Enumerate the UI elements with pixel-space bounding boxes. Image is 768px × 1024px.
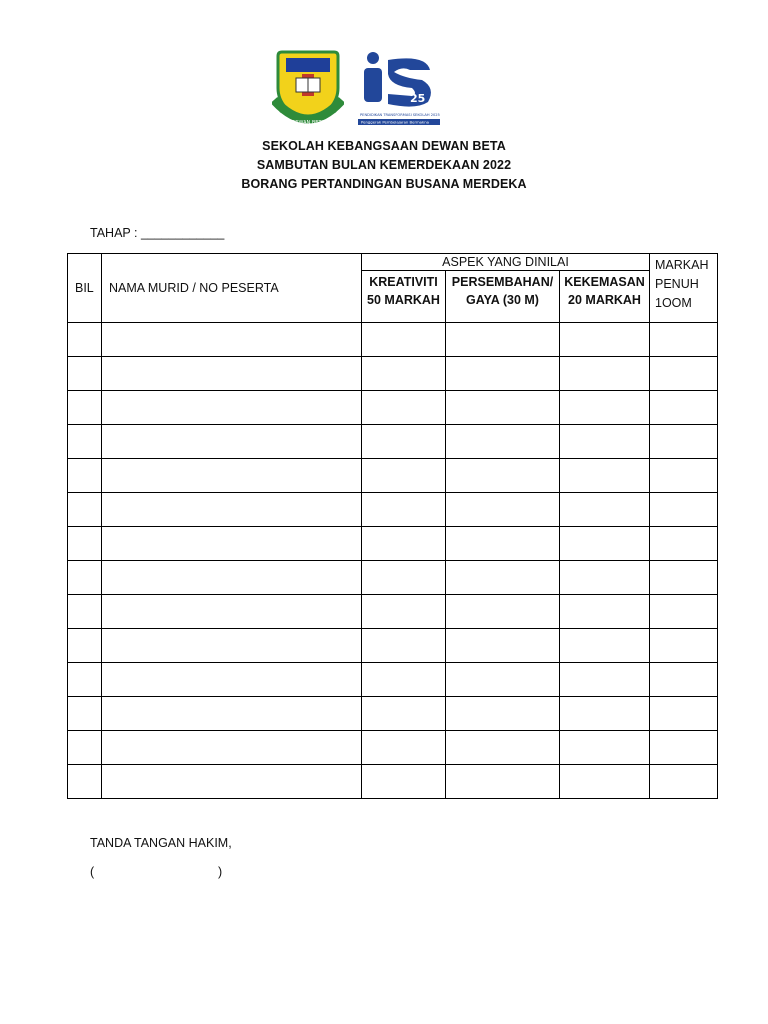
cell-kekemasan[interactable] xyxy=(560,391,650,425)
cell-kekemasan[interactable] xyxy=(560,527,650,561)
cell-nama[interactable] xyxy=(102,697,362,731)
cell-kreativiti[interactable] xyxy=(362,459,446,493)
svg-text:PENDIDIKAN TRANSFORMASI SEKOLA: PENDIDIKAN TRANSFORMASI SEKOLAH 2025 xyxy=(360,113,440,117)
col-header-markah: MARKAH PENUH 1OOM xyxy=(650,254,718,323)
table-row xyxy=(68,663,718,697)
cell-persembahan[interactable] xyxy=(446,459,560,493)
col-header-kreativiti: KREATIVITI 50 MARKAH xyxy=(362,271,446,323)
cell-persembahan[interactable] xyxy=(446,697,560,731)
cell-kekemasan[interactable] xyxy=(560,595,650,629)
school-name-title: SEKOLAH KEBANGSAAN DEWAN BETA xyxy=(262,139,506,153)
table-row xyxy=(68,731,718,765)
table-row xyxy=(68,527,718,561)
cell-bil[interactable] xyxy=(68,629,102,663)
cell-persembahan[interactable] xyxy=(446,663,560,697)
cell-kreativiti[interactable] xyxy=(362,527,446,561)
cell-bil[interactable] xyxy=(68,561,102,595)
cell-kekemasan[interactable] xyxy=(560,459,650,493)
cell-bil[interactable] xyxy=(68,323,102,357)
cell-persembahan[interactable] xyxy=(446,323,560,357)
cell-persembahan[interactable] xyxy=(446,425,560,459)
cell-markah[interactable] xyxy=(650,765,718,799)
cell-nama[interactable] xyxy=(102,527,362,561)
svg-text:DEWAN BETA: DEWAN BETA xyxy=(291,120,325,126)
table-row xyxy=(68,391,718,425)
col-header-kekemasan: KEKEMASAN 20 MARKAH xyxy=(560,271,650,323)
cell-markah[interactable] xyxy=(650,357,718,391)
cell-persembahan[interactable] xyxy=(446,629,560,663)
cell-kekemasan[interactable] xyxy=(560,357,650,391)
cell-markah[interactable] xyxy=(650,731,718,765)
table-row xyxy=(68,629,718,663)
cell-kreativiti[interactable] xyxy=(362,663,446,697)
cell-persembahan[interactable] xyxy=(446,357,560,391)
col-header-aspek: ASPEK YANG DINILAI xyxy=(362,254,650,271)
cell-bil[interactable] xyxy=(68,459,102,493)
cell-bil[interactable] xyxy=(68,391,102,425)
form-title: BORANG PERTANDINGAN BUSANA MERDEKA xyxy=(241,177,527,191)
cell-kreativiti[interactable] xyxy=(362,323,446,357)
signature-bracket-open: ( xyxy=(90,865,95,879)
table-row xyxy=(68,595,718,629)
col-header-nama: NAMA MURID / NO PESERTA xyxy=(102,254,362,323)
svg-text:Penggerak Pembelajaran Bermakn: Penggerak Pembelajaran Bermakna xyxy=(361,119,429,125)
cell-nama[interactable] xyxy=(102,391,362,425)
cell-nama[interactable] xyxy=(102,663,362,697)
svg-text:25: 25 xyxy=(410,92,426,105)
cell-markah[interactable] xyxy=(650,459,718,493)
cell-markah[interactable] xyxy=(650,425,718,459)
cell-markah[interactable] xyxy=(650,663,718,697)
cell-kekemasan[interactable] xyxy=(560,697,650,731)
cell-persembahan[interactable] xyxy=(446,561,560,595)
cell-nama[interactable] xyxy=(102,459,362,493)
cell-kekemasan[interactable] xyxy=(560,425,650,459)
cell-nama[interactable] xyxy=(102,731,362,765)
table-row xyxy=(68,425,718,459)
cell-kreativiti[interactable] xyxy=(362,697,446,731)
col-header-bil: BIL xyxy=(68,254,102,323)
cell-markah[interactable] xyxy=(650,323,718,357)
cell-markah[interactable] xyxy=(650,629,718,663)
cell-kekemasan[interactable] xyxy=(560,493,650,527)
cell-kekemasan[interactable] xyxy=(560,765,650,799)
cell-kekemasan[interactable] xyxy=(560,663,650,697)
table-row xyxy=(68,697,718,731)
cell-bil[interactable] xyxy=(68,697,102,731)
cell-nama[interactable] xyxy=(102,323,362,357)
cell-markah[interactable] xyxy=(650,527,718,561)
cell-nama[interactable] xyxy=(102,629,362,663)
cell-markah[interactable] xyxy=(650,493,718,527)
cell-nama[interactable] xyxy=(102,493,362,527)
signature-label: TANDA TANGAN HAKIM, xyxy=(90,836,232,850)
cell-bil[interactable] xyxy=(68,493,102,527)
table-row xyxy=(68,493,718,527)
cell-bil[interactable] xyxy=(68,765,102,799)
cell-nama[interactable] xyxy=(102,595,362,629)
cell-kekemasan[interactable] xyxy=(560,323,650,357)
tahap-field[interactable]: TAHAP : ____________ xyxy=(90,226,225,240)
cell-persembahan[interactable] xyxy=(446,595,560,629)
cell-kreativiti[interactable] xyxy=(362,595,446,629)
cell-kreativiti[interactable] xyxy=(362,561,446,595)
cell-persembahan[interactable] xyxy=(446,765,560,799)
score-table xyxy=(67,253,718,799)
transformasi-sekolah-logo xyxy=(358,50,440,126)
cell-nama[interactable] xyxy=(102,357,362,391)
cell-nama[interactable] xyxy=(102,765,362,799)
cell-markah[interactable] xyxy=(650,391,718,425)
table-body xyxy=(68,323,718,799)
cell-persembahan[interactable] xyxy=(446,391,560,425)
cell-bil[interactable] xyxy=(68,595,102,629)
event-title: SAMBUTAN BULAN KEMERDEKAAN 2022 xyxy=(256,158,512,172)
cell-bil[interactable] xyxy=(68,357,102,391)
cell-bil[interactable] xyxy=(68,663,102,697)
cell-nama[interactable] xyxy=(102,425,362,459)
cell-markah[interactable] xyxy=(650,595,718,629)
cell-persembahan[interactable] xyxy=(446,731,560,765)
cell-kreativiti[interactable] xyxy=(362,493,446,527)
school-crest-logo xyxy=(272,48,344,130)
signature-bracket-close: ) xyxy=(218,865,223,879)
cell-bil[interactable] xyxy=(68,731,102,765)
cell-kreativiti[interactable] xyxy=(362,629,446,663)
cell-kreativiti[interactable] xyxy=(362,391,446,425)
cell-persembahan[interactable] xyxy=(446,527,560,561)
table-row xyxy=(68,561,718,595)
cell-nama[interactable] xyxy=(102,561,362,595)
cell-kreativiti[interactable] xyxy=(362,357,446,391)
cell-kekemasan[interactable] xyxy=(560,731,650,765)
table-header-row-top xyxy=(68,254,718,271)
cell-bil[interactable] xyxy=(68,425,102,459)
table-row xyxy=(68,765,718,799)
cell-persembahan[interactable] xyxy=(446,493,560,527)
cell-markah[interactable] xyxy=(650,697,718,731)
table-row xyxy=(68,459,718,493)
cell-kreativiti[interactable] xyxy=(362,731,446,765)
cell-kekemasan[interactable] xyxy=(560,629,650,663)
table-row xyxy=(68,357,718,391)
cell-bil[interactable] xyxy=(68,527,102,561)
cell-kreativiti[interactable] xyxy=(362,765,446,799)
col-header-persembahan: PERSEMBAHAN/ GAYA (30 M) xyxy=(446,271,560,323)
cell-kreativiti[interactable] xyxy=(362,425,446,459)
cell-kekemasan[interactable] xyxy=(560,561,650,595)
table-row xyxy=(68,323,718,357)
cell-markah[interactable] xyxy=(650,561,718,595)
header-logos xyxy=(272,48,442,130)
